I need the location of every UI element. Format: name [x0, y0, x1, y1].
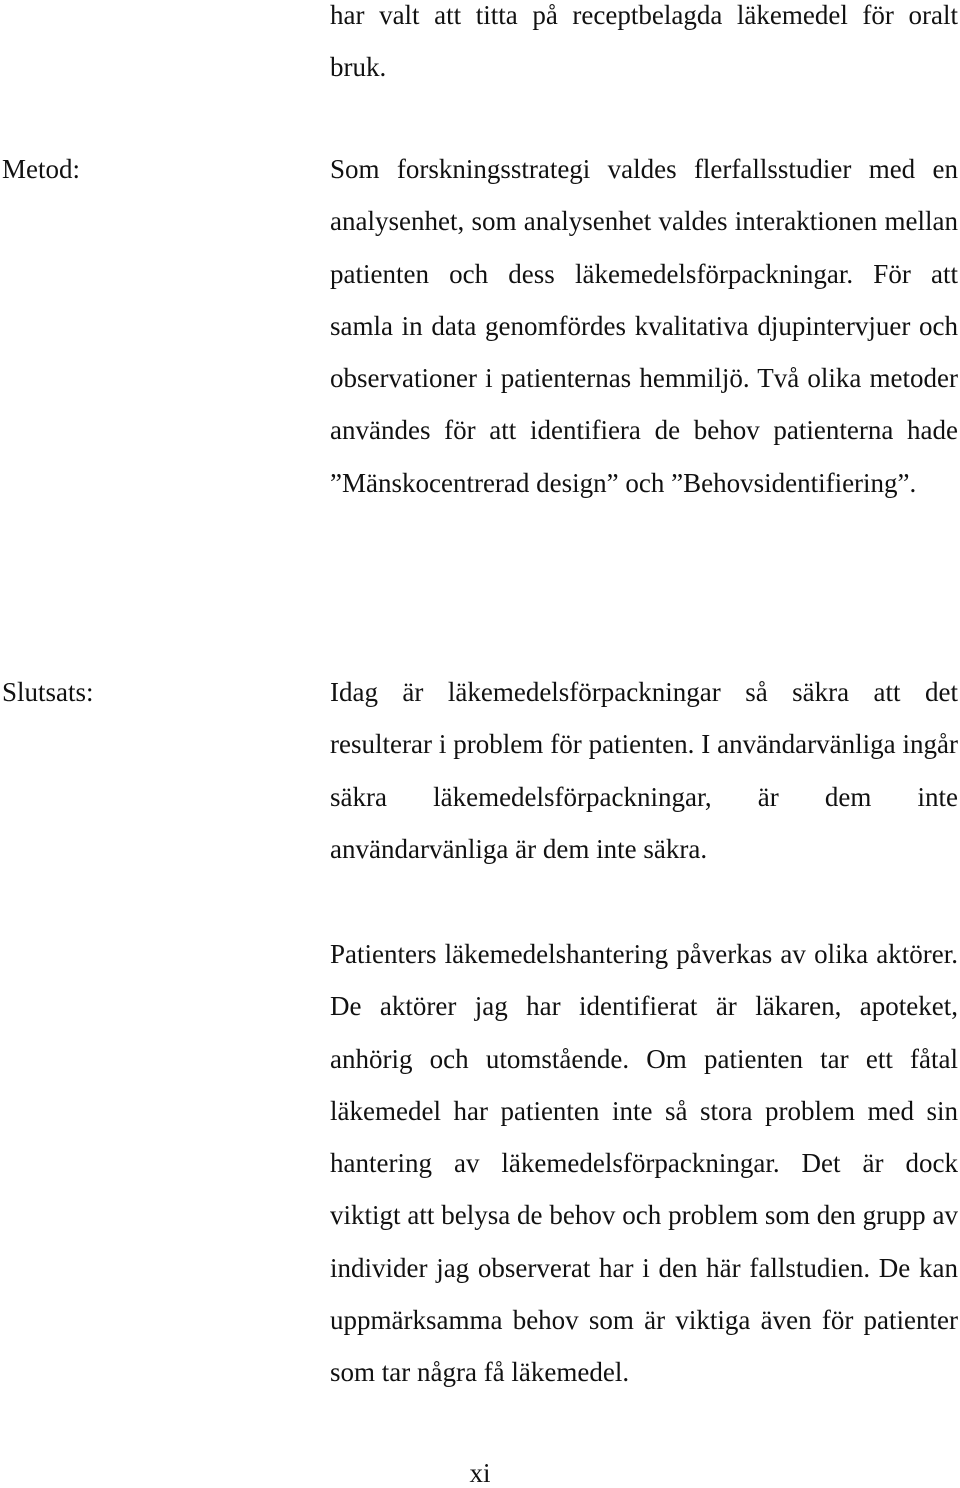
metod-paragraph: Som forskningsstrategi valdes flerfallsstudier med en analysenhet, som analysenhet valdes interaktionen mellan patienten och dess läkemedelsförpackningar. För att samla in data genomfördes kvalitativa djupintervjuer och observationer i patienternas hemmiljö. Två olika metoder användes för att identifiera de behov patienterna hade ”Mänskocentrerad design” och ”Behovsidentifiering”.	[330, 154, 958, 498]
slutsats-paragraph-1: Idag är läkemedelsförpackningar så säkra att det resulterar i problem för patienten. I användarvänliga ingår säkra läkemedelsförpackningar, är dem inte användarvänliga är dem inte säkra.	[330, 677, 958, 864]
page-number: xi	[469, 1458, 491, 1488]
intro-continuation-paragraph: har valt att titta på receptbelagda läkemedel för oralt bruk.	[330, 0, 958, 83]
slutsats-paragraph-2: Patienters läkemedelshantering påverkas av olika aktörer. De aktörer jag har identifierat är läkaren, apoteket, anhörig och utomstående. Om patienten tar ett fåtal läkemedel har patienten inte så stora problem med sin hantering av läkemedelsförpackningar. Det är dock viktigt att belysa de behov och problem som den grupp av individer jag observerat har i den här fallstudien. De kan uppmärksamma behov som är viktiga även för patienter som tar några få läkemedel.	[330, 939, 958, 1388]
slutsats-label: Slutsats:	[2, 677, 94, 707]
metod-label: Metod:	[2, 154, 80, 184]
